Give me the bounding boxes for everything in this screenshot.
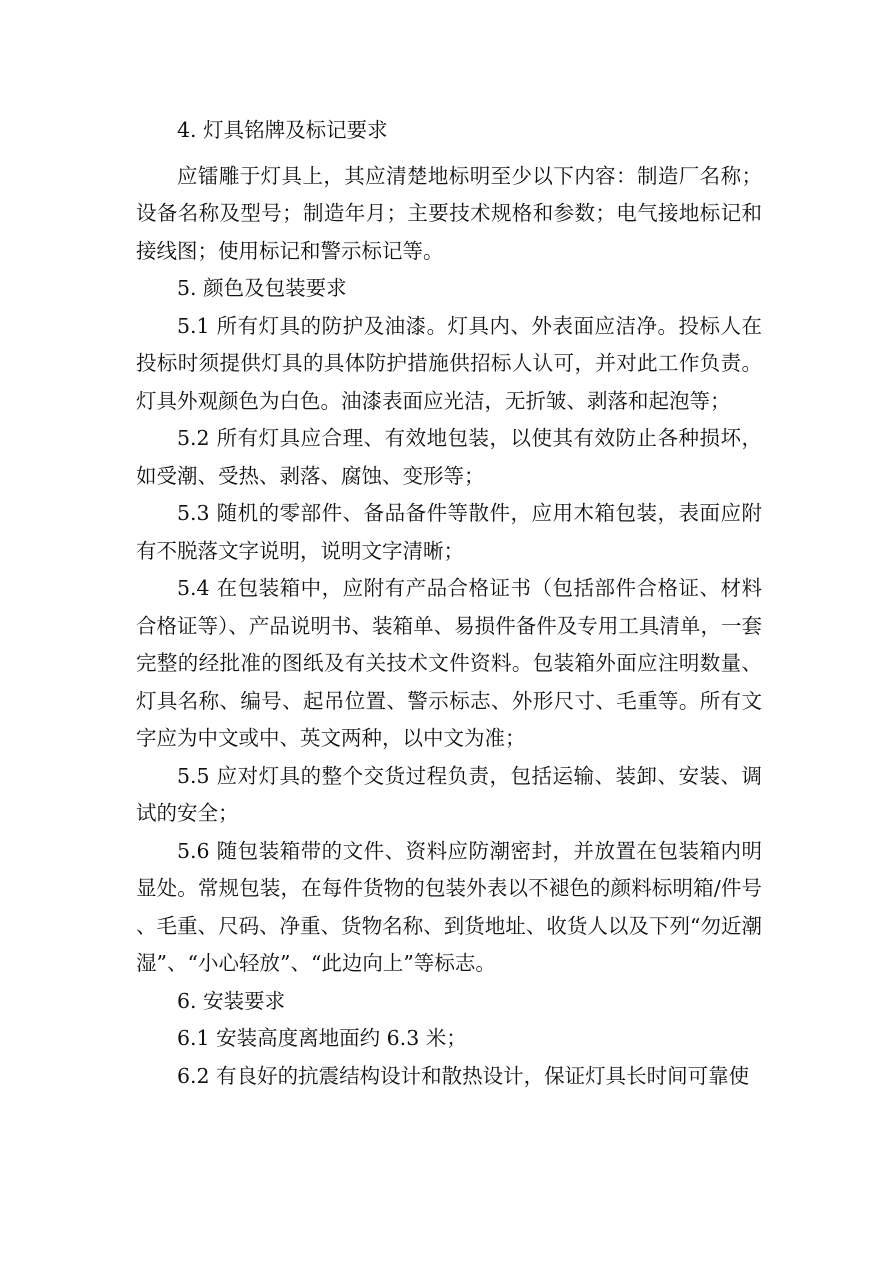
- section-5-heading: 5. 颜色及包装要求: [177, 276, 347, 300]
- section-4-heading: 4. 灯具铭牌及标记要求: [177, 118, 388, 142]
- clause-5-6: 5.6 随包装箱带的文件、资料应防潮密封，并放置在包装箱内明显处。常规包装，在每件货物的包装外表以不褪色的颜料标明箱/件号、毛重、尺码、净重、货物名称、到货地址、收货人以及下列“勿近潮湿”、“小心轻放”、“此边向上”等标志。: [136, 838, 762, 975]
- clause-5-2: 5.2 所有灯具应合理、有效地包装，以使其有效防止各种损坏，如受潮、受热、剥落、腐蚀、变形等；: [136, 426, 762, 488]
- clause-5-4: 5.4 在包装箱中，应附有产品合格证书（包括部件合格证、材料合格证等）、产品说明书、装箱单、易损件备件及专用工具清单，一套完整的经批准的图纸及有关技术文件资料。包装箱外面应注明数量、灯具名称、编号、起吊位置、警示标志、外形尺寸、毛重等。所有文字应为中文或中、英文两种，以中文为准；: [136, 576, 762, 750]
- clause-5-5: 5.5 应对灯具的整个交货过程负责，包括运输、装卸、安装、调试的安全；: [136, 763, 762, 825]
- clause-5-3: 5.3 随机的零部件、备品备件等散件，应用木箱包装，表面应附有不脱落文字说明，说明文字清晰；: [136, 501, 762, 563]
- clause-6-1: 6.1 安装高度离地面约 6.3 米；: [177, 1026, 467, 1050]
- section-4-body: 应镭雕于灯具上，其应清楚地标明至少以下内容：制造厂名称；设备名称及型号；制造年月；主要技术规格和参数；电气接地标记和接线图；使用标记和警示标记等。: [136, 163, 762, 263]
- section-6-heading: 6. 安装要求: [177, 988, 286, 1013]
- document-body: [136, 112, 762, 1095]
- clause-6-2: 6.2 有良好的抗震结构设计和散热设计，保证灯具长时间可靠使: [177, 1063, 750, 1088]
- clause-5-1: 5.1 所有灯具的防护及油漆。灯具内、外表面应洁净。投标人在投标时须提供灯具的具体防护措施供招标人认可，并对此工作负责。灯具外观颜色为白色。油漆表面应光洁，无折皱、剥落和起泡等；: [136, 313, 762, 413]
